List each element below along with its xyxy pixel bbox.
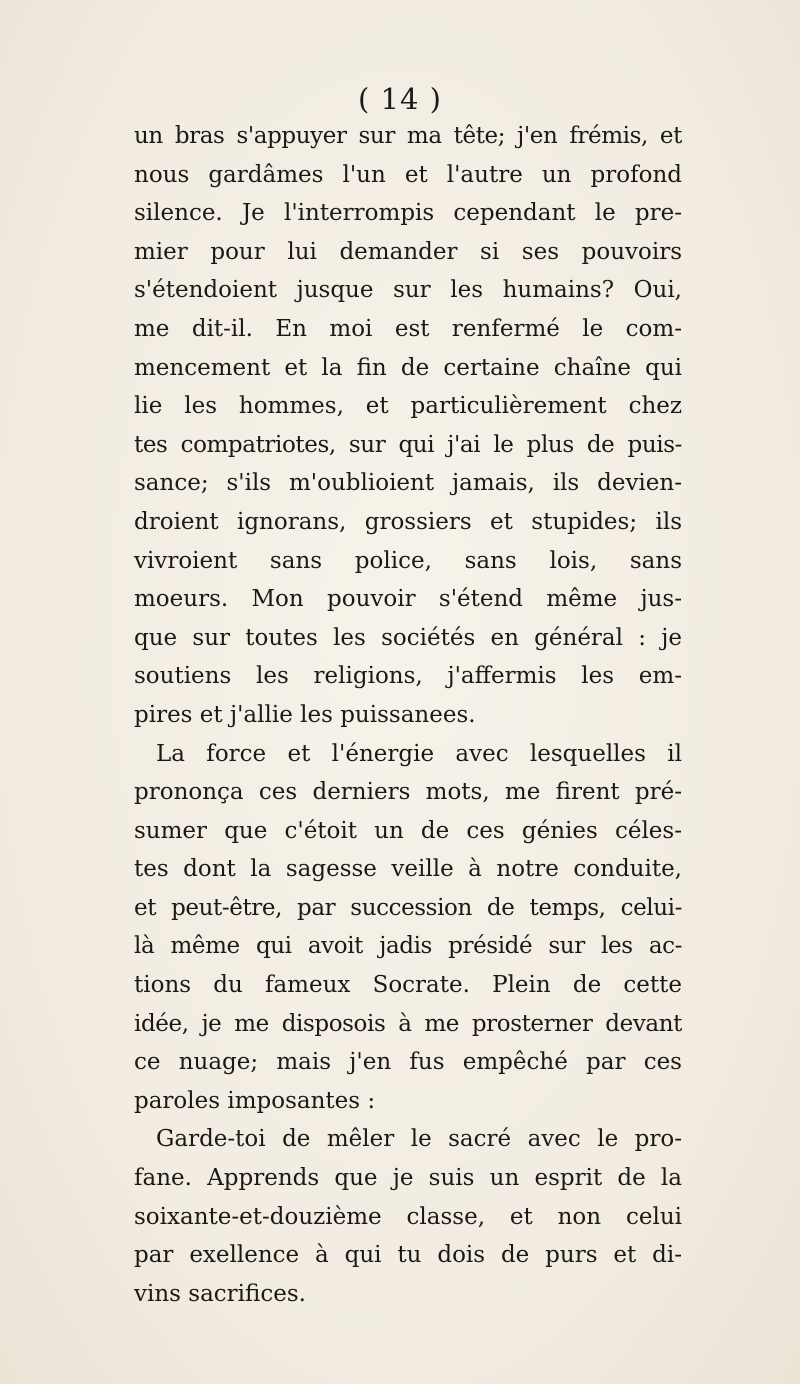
- text-line: soixante-et-douzième classe, et non celui: [134, 1203, 682, 1230]
- text-line: mier pour lui demander si ses pouvoirs: [134, 238, 682, 265]
- text-line: s'étendoient jusque sur les humains? Oui,: [134, 277, 682, 304]
- text-line: fane. Apprends que je suis un esprit de la: [134, 1165, 682, 1192]
- text-line: un bras s'appuyer sur ma tête; j'en frémis, et: [134, 123, 682, 149]
- text-line: vins sacrifices.: [134, 1280, 306, 1307]
- text-line: sumer que c'étoit un de ces génies céles-: [134, 817, 682, 844]
- page-number: ( 14 ): [358, 82, 442, 116]
- text-line: La force et l'énergie avec lesquelles il: [156, 740, 682, 767]
- text-line: par exellence à qui tu dois de purs et di-: [134, 1242, 682, 1269]
- text-line: ce nuage; mais j'en fus empêché par ces: [134, 1049, 682, 1076]
- text-line: tions du fameux Socrate. Plein de cette: [134, 972, 682, 999]
- text-line: silence. Je l'interrompis cependant le pre-: [134, 200, 682, 227]
- text-line: là même qui avoit jadis présidé sur les ac-: [134, 933, 682, 960]
- text-line: tes compatriotes, sur qui j'ai le plus de puis-: [134, 431, 682, 458]
- text-line: Garde-toi de mêler le sacré avec le pro-: [156, 1126, 682, 1153]
- text-line: et peut-être, par succession de temps, celui-: [134, 894, 682, 921]
- text-line: prononça ces derniers mots, me firent pré-: [134, 779, 682, 806]
- text-line: vivroient sans police, sans lois, sans: [134, 547, 682, 574]
- text-line: idée, je me disposois à me prosterner devant: [134, 1010, 682, 1037]
- text-line: mencement et la fin de certaine chaîne qui: [134, 354, 682, 381]
- text-line: tes dont la sagesse veille à notre conduite,: [134, 856, 682, 883]
- text-line: lie les hommes, et particulièrement chez: [134, 393, 682, 420]
- text-line: nous gardâmes l'un et l'autre un profond: [134, 161, 682, 188]
- text-line: que sur toutes les sociétés en général : je: [134, 624, 682, 651]
- text-line: paroles imposantes :: [134, 1087, 376, 1114]
- text-line: soutiens les religions, j'affermis les em-: [134, 663, 682, 690]
- text-line: sance; s'ils m'oublioient jamais, ils devien-: [134, 470, 682, 497]
- text-line: droient ignorans, grossiers et stupides; ils: [134, 508, 682, 535]
- body-text: [134, 117, 682, 1313]
- text-line: pires et j'allie les puissanees.: [134, 701, 476, 728]
- text-line: me dit-il. En moi est renfermé le com-: [134, 315, 682, 342]
- text-line: moeurs. Mon pouvoir s'étend même jus-: [134, 586, 682, 613]
